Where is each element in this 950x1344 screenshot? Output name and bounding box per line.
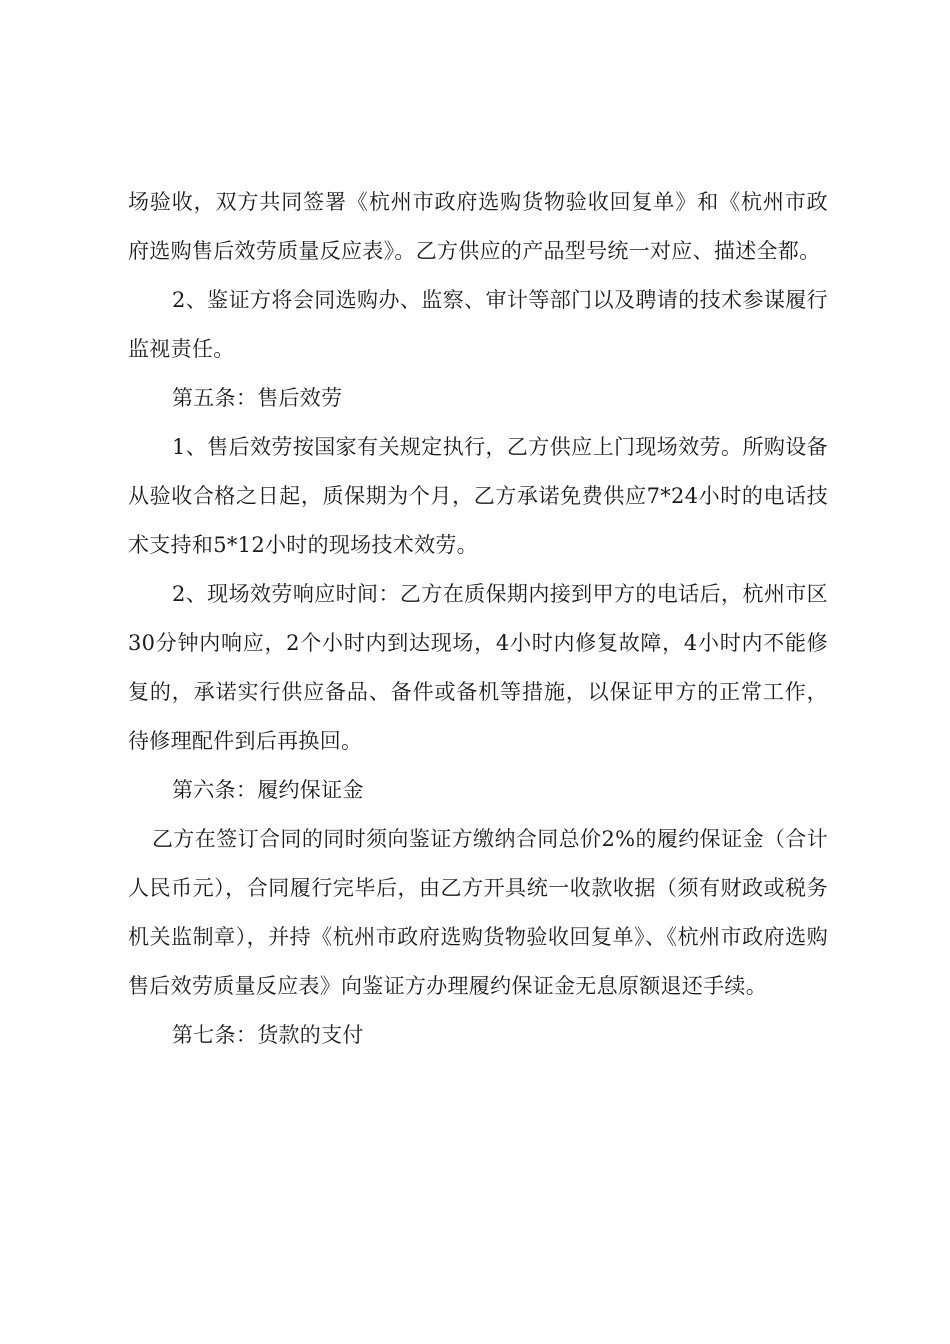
- article-7-heading: 第七条：货款的支付: [172, 1023, 364, 1047]
- paragraph-after-sales-service: 1、售后效劳按国家有关规定执行，乙方供应上门现场效劳。所购设备从验收合格之日起，质保期为个月，乙方承诺免费供应7*24小时的电话技术支持和5*12小时的现场技术效劳。: [128, 435, 828, 557]
- article-6-heading: 第六条：履约保证金: [172, 778, 364, 802]
- paragraph-acceptance-continued: 场验收，双方共同签署《杭州市政府选购货物验收回复单》和《杭州市政府选购售后效劳质量反应表》。乙方供应的产品型号统一对应、描述全都。: [128, 190, 828, 263]
- paragraph-response-time: 2、现场效劳响应时间：乙方在质保期内接到甲方的电话后，杭州市区30分钟内响应，2个小时内到达现场，4小时内修复故障，4小时内不能修复的，承诺实行供应备品、备件或备机等措施，以保证甲方的正常工作，待修理配件到后再换回。: [128, 582, 828, 753]
- article-5-heading: 第五条：售后效劳: [172, 386, 343, 410]
- document-body: [128, 178, 828, 1060]
- paragraph-performance-bond: 乙方在签订合同的同时须向鉴证方缴纳合同总价2%的履约保证金（合计人民币元），合同履行完毕后，由乙方开具统一收款收据（须有财政或税务机关监制章），并持《杭州市政府选购货物验收回复单》、《杭州市政府选购售后效劳质量反应表》向鉴证方办理履约保证金无息原额退还手续。: [128, 827, 828, 998]
- paragraph-supervision: 2、鉴证方将会同选购办、监察、审计等部门以及聘请的技术参谋履行监视责任。: [128, 288, 828, 361]
